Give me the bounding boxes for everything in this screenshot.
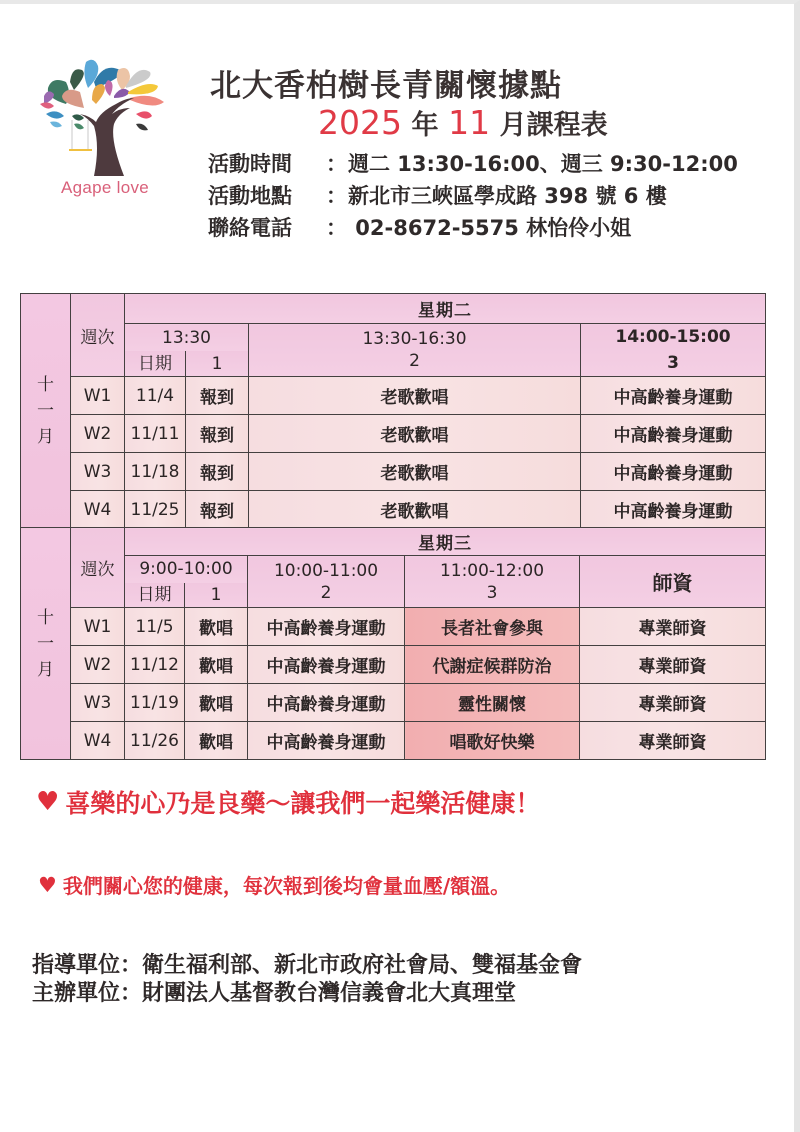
table-row (21, 608, 766, 646)
month: 11 (448, 103, 491, 142)
week-cell: W1 (71, 377, 125, 415)
table-row (21, 646, 766, 684)
teacher-cell: 專業師資 (580, 608, 766, 646)
session3-cell: 代謝症候群防治 (405, 646, 580, 684)
session2-cell: 中高齡養身運動 (248, 646, 405, 684)
info-value: 週二 13:30-16:00、週三 9:30-12:00 (348, 152, 738, 176)
logo-brand-text: Agape love (60, 178, 150, 197)
info-contact-phone: 聯絡電話 ： 02-8672-5575 林怡伶小姐 (208, 212, 631, 242)
table-row (21, 684, 766, 722)
agape-love-logo (36, 52, 166, 202)
week-cell: W2 (71, 415, 125, 453)
motto-message (36, 784, 540, 820)
week-cell: W1 (71, 608, 125, 646)
teacher-header: 師資 (580, 556, 766, 608)
guiding-organizations: 指導單位：衛生福利部、新北市政府社會局、雙福基金會 (32, 953, 583, 978)
session1-cell: 歡唱 (185, 646, 248, 684)
page-title: 北大香柏樹長青關懷據點 (210, 68, 562, 104)
year-suffix: 年 (411, 110, 439, 141)
session2-cell: 老歌歡唱 (249, 377, 581, 415)
session3-cell: 中高齡養身運動 (581, 453, 766, 491)
session3-cell: 中高齡養身運動 (581, 377, 766, 415)
day-title-wednesday: 星期三 (125, 528, 766, 556)
session1-cell: 報到 (186, 491, 249, 529)
info-label: 活動地點 (208, 184, 292, 208)
session2-cell: 老歌歡唱 (249, 415, 581, 453)
col2-header: 10:00-11:00 2 (248, 556, 405, 608)
info-activity-location: 活動地點 ：新北市三峽區學成路 398 號 6 樓 (208, 180, 667, 210)
session2-cell: 中高齡養身運動 (248, 684, 405, 722)
day-title-tuesday: 星期二 (125, 294, 766, 324)
date-cell: 11/25 (125, 491, 186, 529)
session1-cell: 報到 (186, 453, 249, 491)
date-cell: 11/11 (125, 415, 186, 453)
session2-cell: 中高齡養身運動 (248, 608, 405, 646)
col1-num: 1 (186, 351, 249, 376)
table-row (21, 722, 766, 760)
date-cell: 11/4 (125, 377, 186, 415)
teacher-cell: 專業師資 (580, 722, 766, 760)
session2-cell: 老歌歡唱 (249, 491, 581, 529)
date-cell: 11/26 (125, 722, 185, 760)
col2-header: 13:30-16:30 2 (249, 324, 581, 377)
session1-cell: 歡唱 (185, 684, 248, 722)
week-cell: W2 (71, 646, 125, 684)
teacher-cell: 專業師資 (580, 684, 766, 722)
date-cell: 11/5 (125, 608, 185, 646)
date-cell: 11/19 (125, 684, 185, 722)
session3-cell: 長者社會參與 (405, 608, 580, 646)
week-cell: W3 (71, 684, 125, 722)
col1-num: 1 (185, 583, 248, 608)
schedule-subtitle (318, 103, 608, 142)
motto-text: 喜樂的心乃是良藥～讓我們一起樂活健康！ (65, 789, 541, 818)
week-cell: W4 (71, 491, 125, 529)
info-label: 活動時間 (208, 152, 292, 176)
year: 2025 (318, 103, 402, 142)
teacher-cell: 專業師資 (580, 646, 766, 684)
heart-icon: ♥ (36, 787, 60, 817)
session3-cell: 靈性關懷 (405, 684, 580, 722)
col3-header: 14:00-15:00 3 (581, 324, 766, 377)
tuesday-schedule-table (20, 293, 766, 529)
session3-cell: 唱歌好快樂 (405, 722, 580, 760)
session3-cell: 中高齡養身運動 (581, 491, 766, 529)
date-header: 日期 (125, 351, 186, 376)
date-header: 日期 (125, 583, 185, 608)
session2-cell: 老歌歡唱 (249, 453, 581, 491)
tree-hearts-icon (36, 52, 166, 182)
week-header: 週次 (71, 294, 125, 377)
session1-cell: 歡唱 (185, 608, 248, 646)
col1-time: 13:30 (125, 324, 249, 352)
info-value: 新北市三峽區學成路 398 號 6 樓 (348, 184, 667, 208)
date-cell: 11/12 (125, 646, 185, 684)
info-value: 02-8672-5575 林怡伶小姐 (348, 216, 632, 240)
table-row (21, 415, 766, 453)
session1-cell: 歡唱 (185, 722, 248, 760)
info-activity-time: 活動時間 ：週二 13:30-16:00、週三 9:30-12:00 (208, 148, 738, 178)
session1-cell: 報到 (186, 377, 249, 415)
session3-cell: 中高齡養身運動 (581, 415, 766, 453)
host-organization: 主辦單位：財團法人基督教台灣信義會北大真理堂 (32, 981, 517, 1006)
table-row (21, 491, 766, 529)
col3-header: 11:00-12:00 3 (405, 556, 580, 608)
month-suffix: 月課程表 (499, 110, 608, 141)
health-check-message (38, 870, 510, 899)
month-label-cell: 十 一 月 (21, 528, 71, 760)
session2-cell: 中高齡養身運動 (248, 722, 405, 760)
date-cell: 11/18 (125, 453, 186, 491)
health-check-text: 我們關心您的健康，每次報到後均會量血壓/額溫。 (62, 874, 511, 898)
month-label-cell: 十 一 月 (21, 294, 71, 529)
week-cell: W4 (71, 722, 125, 760)
table-row (21, 453, 766, 491)
week-header: 週次 (71, 528, 125, 608)
heart-icon: ♥ (38, 872, 57, 897)
info-label: 聯絡電話 (208, 216, 292, 240)
table-row (21, 377, 766, 415)
session1-cell: 報到 (186, 415, 249, 453)
wednesday-schedule-table (20, 527, 766, 760)
col1-time: 9:00-10:00 (125, 556, 248, 583)
week-cell: W3 (71, 453, 125, 491)
